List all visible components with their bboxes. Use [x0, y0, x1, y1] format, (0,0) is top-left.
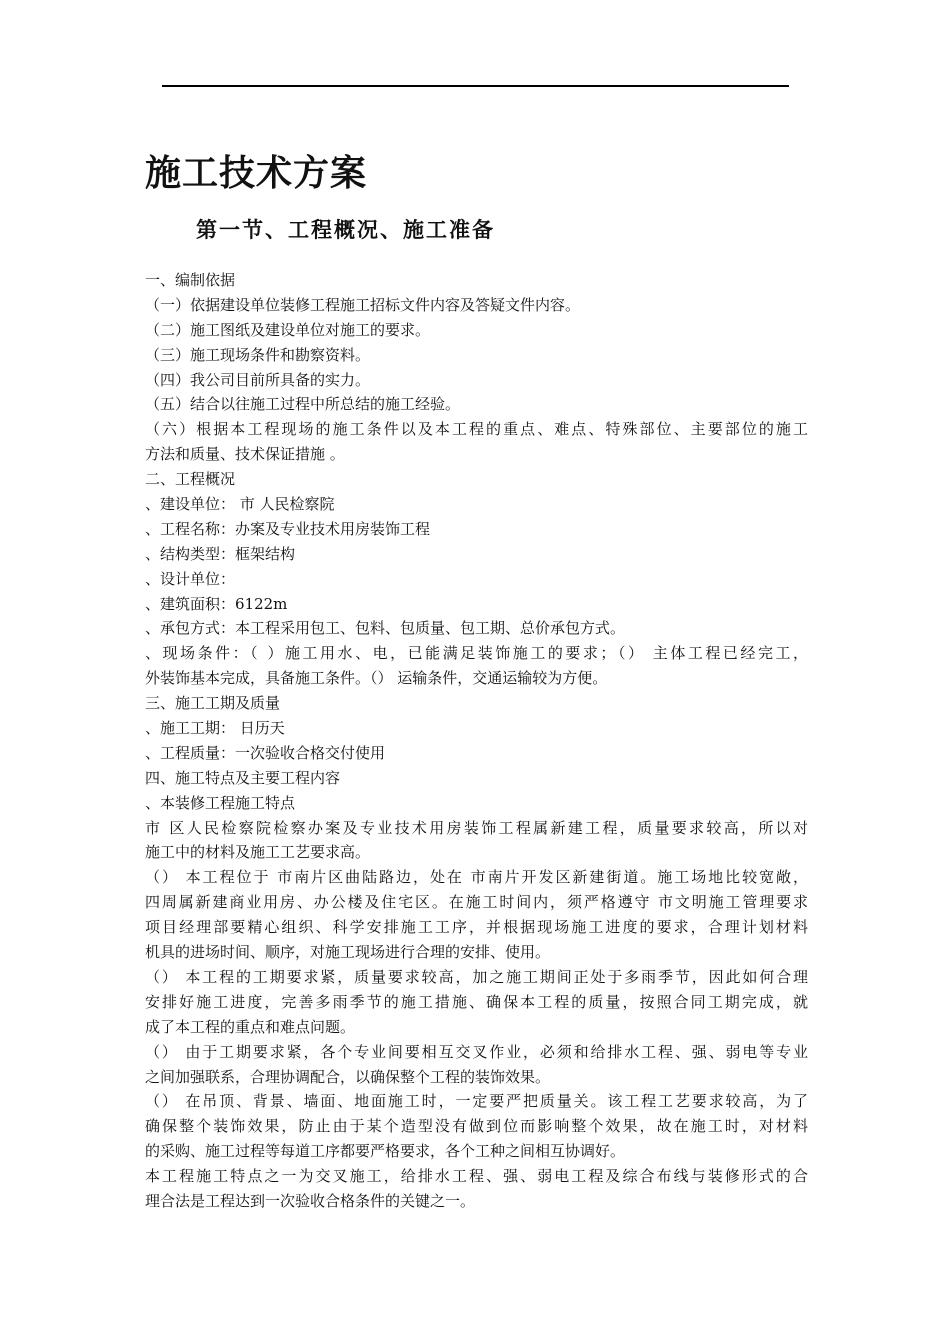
- body-line: （三）施工现场条件和勘察资料。: [145, 345, 371, 364]
- body-line: 理合法是工程达到一次验收合格条件的关键之一。: [145, 1191, 476, 1210]
- body-line: 四周属新建商业用房、办公楼及住宅区。在施工时间内，须严格遵守 市文明施工管理要求: [145, 893, 808, 912]
- section-title: 第一节、工程概况、施工准备: [196, 218, 495, 242]
- body-line: （四）我公司目前所具备的实力。: [145, 370, 371, 389]
- body-line: 、本装修工程施工特点: [145, 793, 296, 812]
- body-line: 市 区人民检察院检察办案及专业技术用房装饰工程属新建工程，质量要求较高，所以对: [145, 818, 808, 837]
- body-line: 外装饰基本完成，具备施工条件。（） 运输条件，交通运输较为方便。: [145, 669, 608, 688]
- body-line: 安排好施工进度，完善多雨季节的施工措施、确保本工程的质量，按照合同工期完成，就: [145, 992, 808, 1011]
- body-line: 、工程质量：一次验收合格交付使用: [145, 743, 386, 762]
- body-line: 的采购、施工过程等每道工序都要严格要求，各个工种之间相互协调好。: [145, 1142, 626, 1161]
- body-line: （五）结合以往施工过程中所总结的施工经验。: [145, 395, 461, 414]
- body-line: 施工中的材料及施工工艺要求高。: [145, 843, 371, 862]
- body-line: 、工程名称：办案及专业技术用房装饰工程: [145, 519, 431, 538]
- body-line: （六）根据本工程现场的施工条件以及本工程的重点、难点、特殊部位、主要部位的施工: [145, 420, 808, 439]
- header-rule: [162, 85, 789, 87]
- body-line: 二、工程概况: [145, 470, 236, 489]
- body-line: （） 本工程位于 市南片区曲陆路边，处在 市南片开发区新建街道。施工场地比较宽敞，: [145, 868, 808, 887]
- body-line: （二）施工图纸及建设单位对施工的要求。: [145, 320, 431, 339]
- body-line: 、承包方式：本工程采用包工、包料、包质量、包工期、总价承包方式。: [145, 619, 626, 638]
- body-line: 三、施工工期及质量: [145, 694, 281, 713]
- body-line: 、建设单位： 市 人民检察院: [145, 495, 335, 514]
- body-line: 确保整个装饰效果，防止由于某个造型没有做到位而影响整个效果，故在施工时，对材料: [145, 1117, 808, 1136]
- body-line: 、建筑面积：6122m: [145, 594, 288, 613]
- body-line: 项目经理部要精心组织、科学安排施工工序，并根据现场施工进度的要求，合理计划材料: [145, 918, 808, 937]
- document-title: 施工技术方案: [145, 153, 368, 194]
- body-line: 成了本工程的重点和难点问题。: [145, 1017, 356, 1036]
- body-line: 、现场条件：（ ）施工用水、电，已能满足装饰施工的要求；（） 主体工程已经完工，: [145, 644, 808, 663]
- body-line: 、结构类型：框架结构: [145, 544, 296, 563]
- body-line: 方法和质量、技术保证措施 。: [145, 445, 345, 464]
- body-line: （） 在吊顶、背景、墙面、地面施工时，一定要严把质量关。该工程工艺要求较高，为了: [145, 1092, 808, 1111]
- body-line: 本工程施工特点之一为交叉施工，给排水工程、强、弱电工程及综合布线与装修形式的合: [145, 1167, 808, 1186]
- body-line: （一）依据建设单位装修工程施工招标文件内容及答疑文件内容。: [145, 295, 581, 314]
- body-line: 一、编制依据: [145, 271, 236, 289]
- body-line: 、设计单位：: [145, 569, 236, 588]
- body-line: （） 本工程的工期要求紧，质量要求较高，加之施工期间正处于多雨季节，因此如何合理: [145, 967, 808, 986]
- body-line: （） 由于工期要求紧，各个专业间要相互交叉作业，必须和给排水工程、强、弱电等专业: [145, 1042, 808, 1061]
- body-line: 、施工工期： 日历天: [145, 719, 285, 738]
- body-line: 四、施工特点及主要工程内容: [145, 768, 341, 787]
- document-body: [145, 268, 808, 1214]
- body-line: 机具的进场时间、顺序，对施工现场进行合理的安排、使用。: [145, 943, 551, 962]
- body-line: 之间加强联系，合理协调配合，以确保整个工程的装饰效果。: [145, 1067, 551, 1086]
